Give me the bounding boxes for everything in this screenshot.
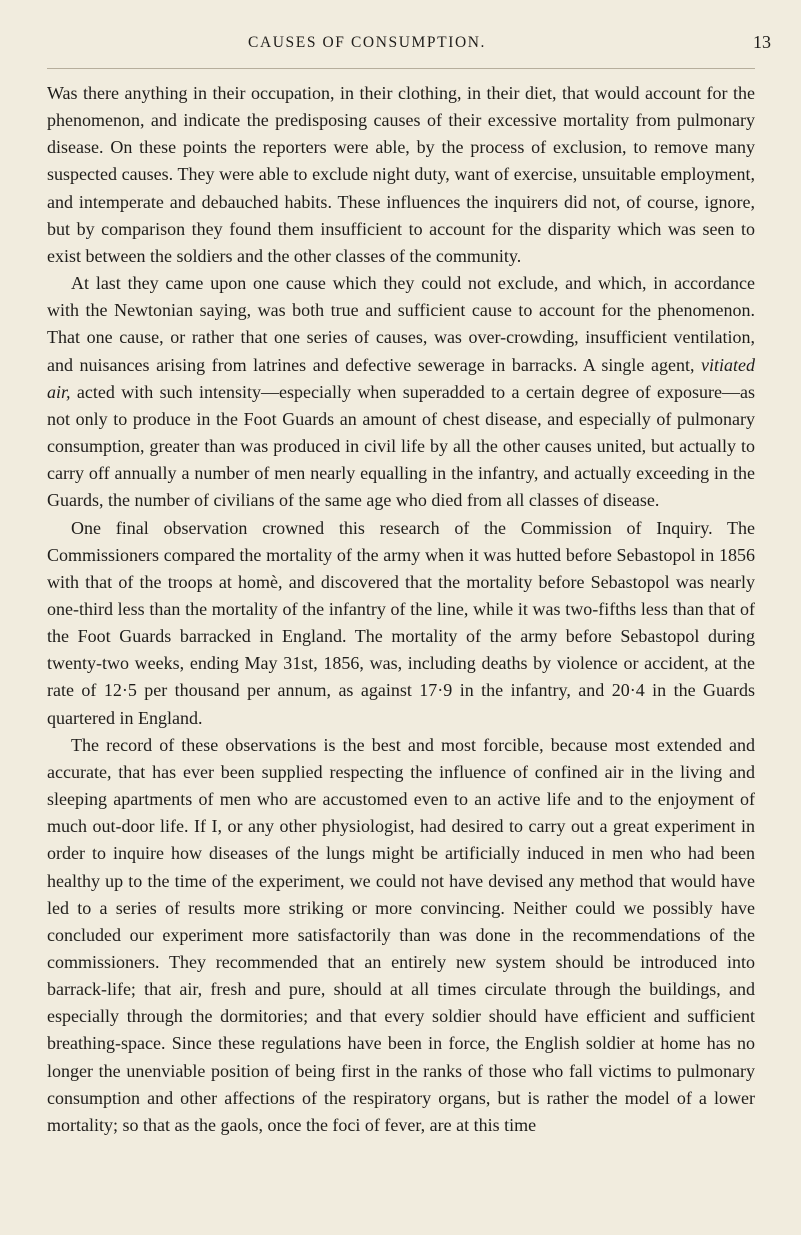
paragraph-2-text-before: At last they came upon one cause which they could not exclude, and which, in accordance with the Newtonian saying, was both true and sufficient cause to account for the phenomenon. That one cause, or rather that one series of causes, was over-crowding, insufficient ventilation, and nuisances arising from latrines and defective sewerage in barracks. A single agent, [47,273,755,375]
header-divider [47,68,755,69]
italic-phrase-vitiated-air: vitiated air, [47,354,755,402]
page-number: 13 [753,32,771,52]
running-header [0,32,801,62]
paragraph-1: Was there anything in their occupation, in their clothing, in their diet, that would account for the phenomenon, and indicate the predisposing causes of their excessive mortality from pulmonary disease. On these points the reporters were able, by the process of exclusion, to remove many suspected causes. They were able to exclude night duty, want of exercise, unsuitable employment, and intemperate and debauched habits. These influences the inquirers did not, of course, ignore, but by comparison they found them insufficient to account for the disparity which was seen to exist between the soldiers and the other classes of the community. [47,83,755,266]
paragraph-3: One final observation crowned this research of the Commission of Inquiry. The Commissioners compared the mortality of the army when it was hutted before Sebastopol in 1856 with that of the troops at homè, and discovered that the mortality before Sebastopol was nearly one-third less than the mortality of the infantry of the line, while it was two-fifths less than that of the Foot Guards barracked in England. The mortality of the army before Sebastopol during twenty-two weeks, ending May 31st, 1856, was, including deaths by violence or accident, at the rate of 12·5 per thousand per annum, as against 17·9 in the infantry, and 20·4 in the Guards quartered in England. [47,517,755,728]
paragraph-2-text-after: acted with such intensity—especially when superadded to a certain degree of exposure—as not only to produce in the Foot Guards an amount of chest disease, and especially of pulmonary consumption, greater than was produced in civil life by all the other causes united, but actually to carry off annually a number of men nearly equalling in the infantry, and actually exceeding in the Guards, the number of civilians of the same age who died from all classes of disease. [47,381,755,511]
paragraph-4: The record of these observations is the best and most forcible, because most extended and accurate, that has ever been supplied respecting the influence of confined air in the living and sleeping apartments of men who are accustomed even to an active life and to the enjoyment of much out-door life. If I, or any other physiologist, had desired to carry out a great experiment in order to inquire how diseases of the lungs might be artificially induced in men who had been healthy up to the time of the experiment, we could not have devised any method that would have led to a series of results more striking or more convincing. Neither could we possibly have concluded our experiment more satisfactorily than was done in the recommendations of the commissioners. They recommended that an entirely new system should be introduced into barrack-life; that air, fresh and pure, should at all times circulate through the buildings, and especially through the dormitories; and that every soldier should have efficient and sufficient breathing-space. Since these regulations have been in force, the English soldier at home has no longer the unenviable position of being first in the ranks of those who fall victims to pulmonary consumption and other affections of the respiratory organs, but is rather the model of a lower mortality; so that as the gaols, once the foci of fever, are at this time [47,734,755,1135]
running-title: CAUSES OF CONSUMPTION. [248,34,487,51]
body-text [47,80,755,1139]
paragraph-2 [47,270,755,514]
